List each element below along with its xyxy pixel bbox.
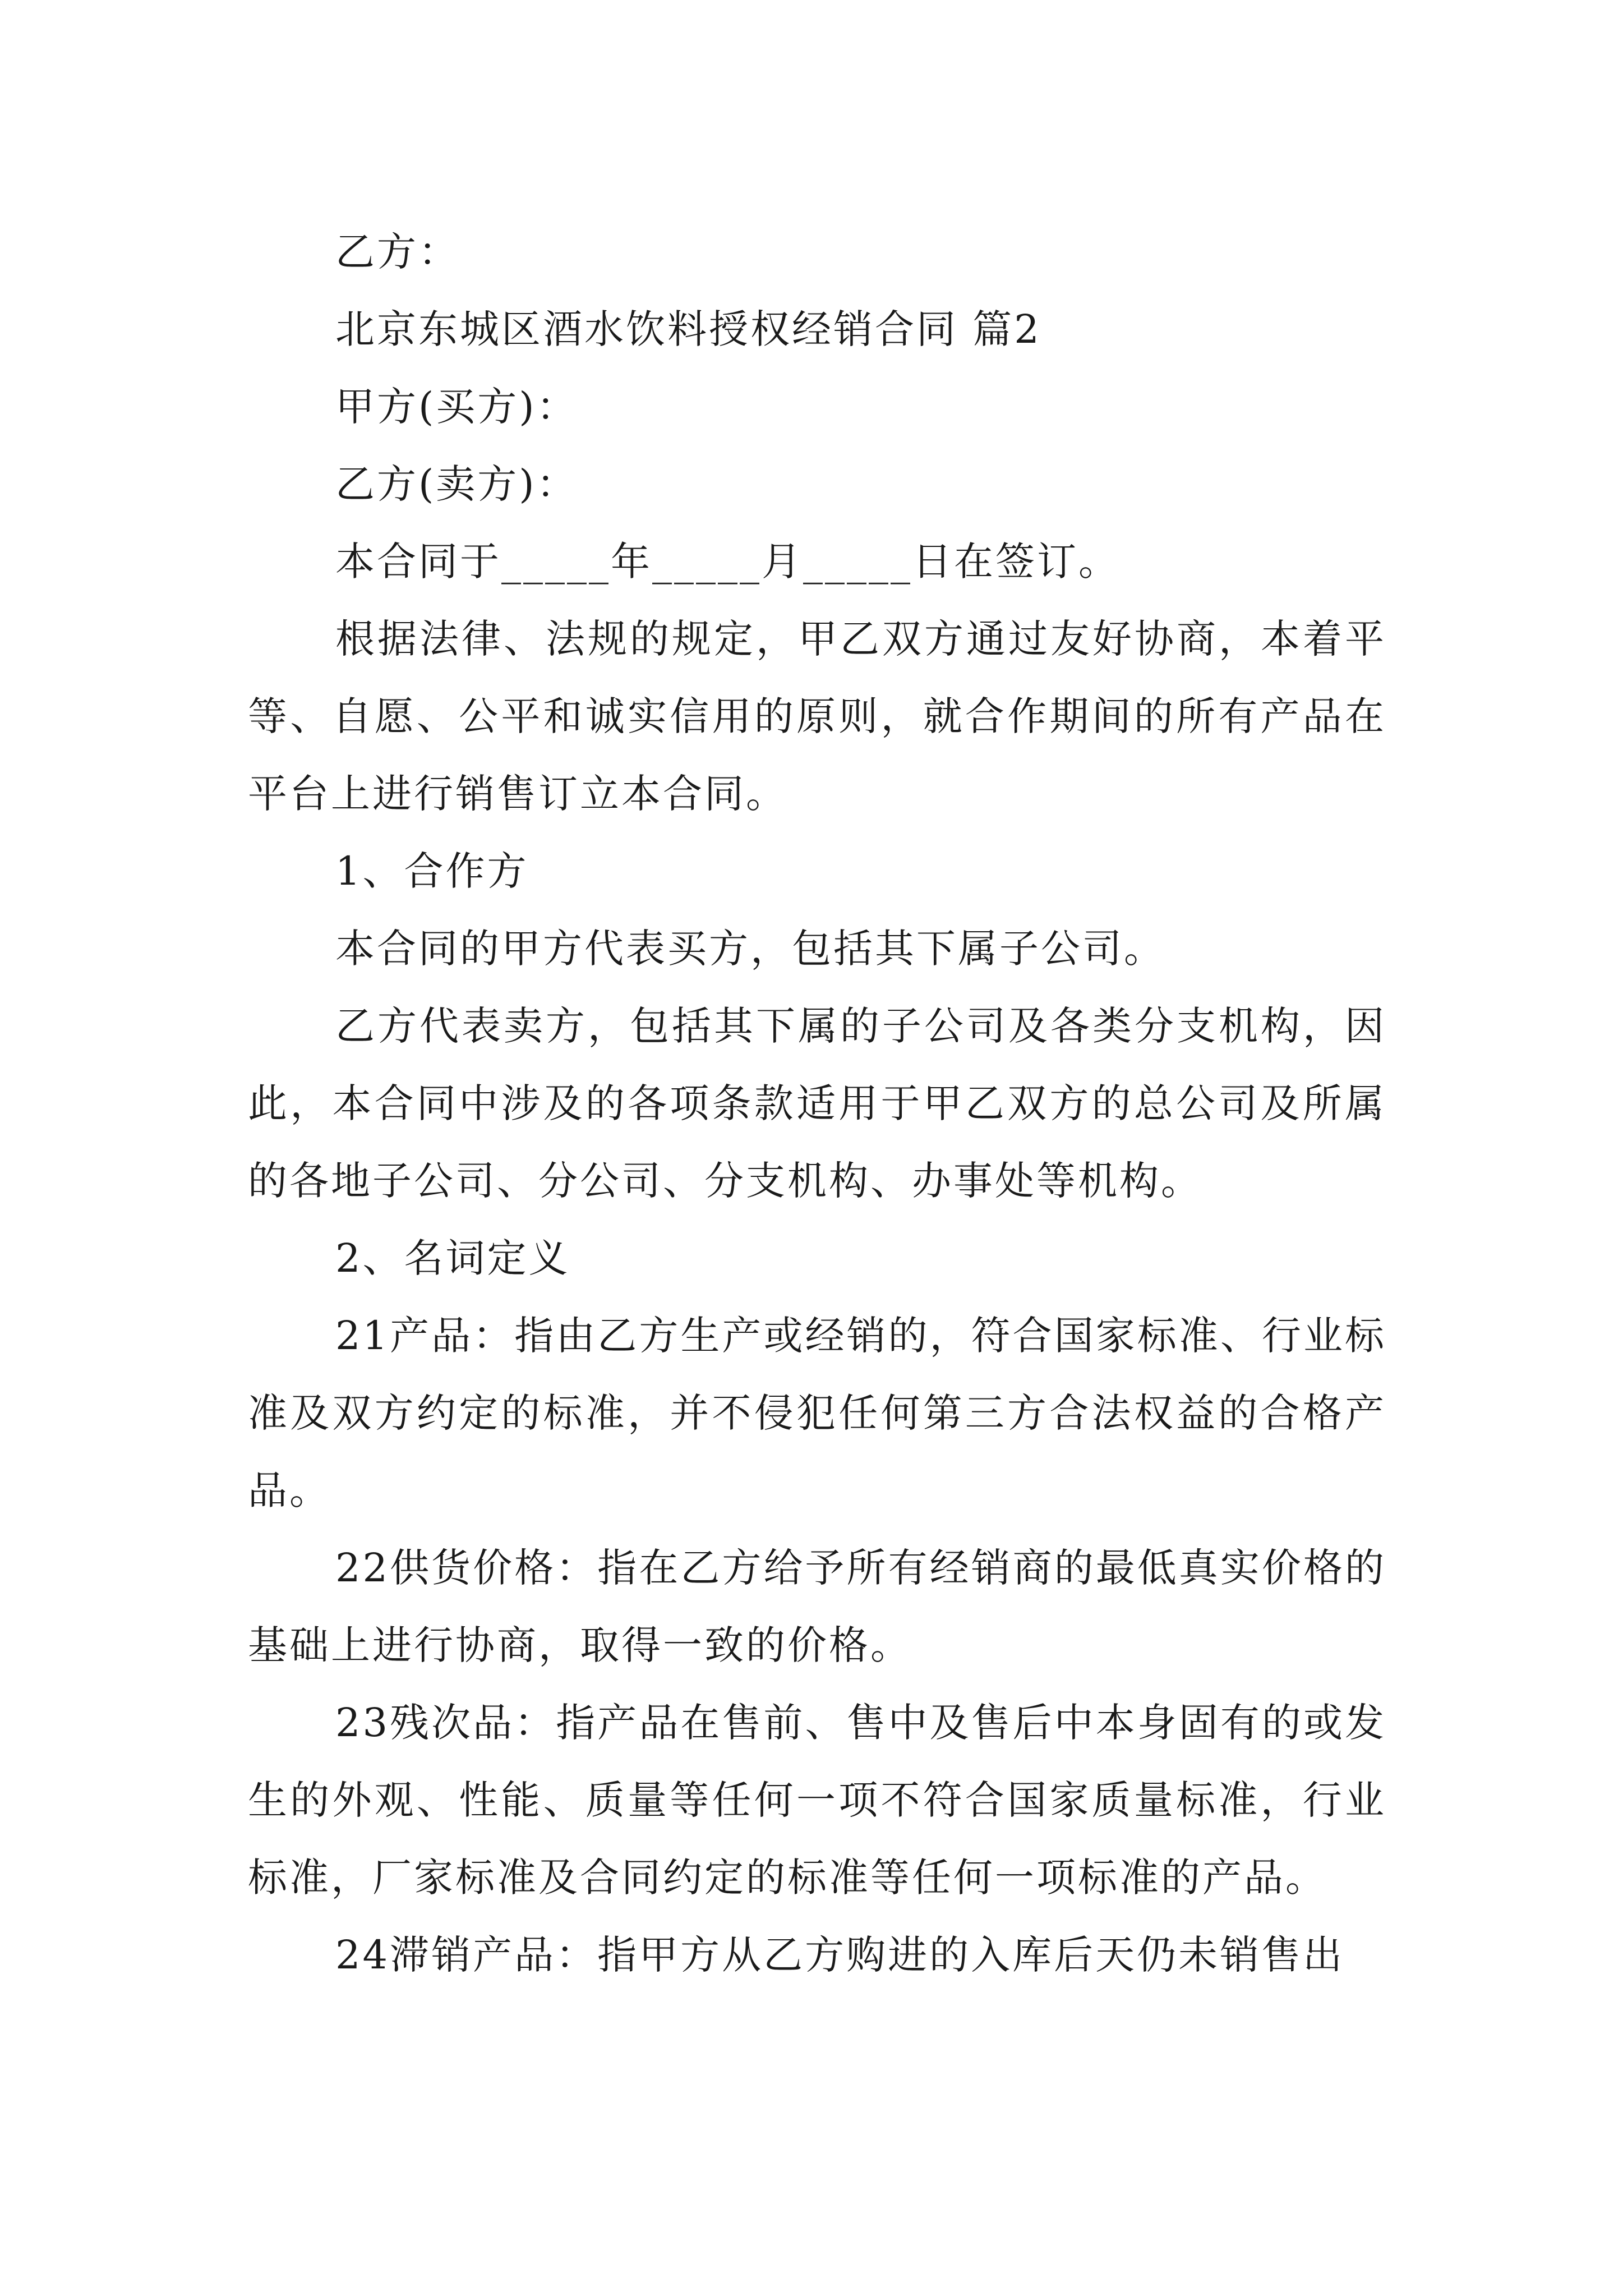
definition-defective-product: 23残次品：指产品在售前、售中及售后中本身固有的或发生的外观、性能、质量等任何一项不符合国家质量标准，行业标准，厂家标准及合同约定的标准等任何一项标准的产品。	[248, 1700, 1386, 1901]
party-a-buyer-line: 甲方(买方)：	[335, 384, 578, 430]
party-b-line: 乙方：	[335, 229, 460, 275]
signing-date-line: 本合同于_____年_____月_____日在签订。	[335, 539, 1120, 585]
definition-supply-price: 22供货价格：指在乙方给予所有经销商的最低真实价格的基础上进行协商，取得一致的价格。	[248, 1545, 1386, 1668]
party-a-definition: 本合同的甲方代表买方，包括其下属子公司。	[335, 926, 1165, 972]
section-heading-definitions: 2、名词定义	[335, 1235, 570, 1281]
party-b-seller-line: 乙方(卖方)：	[335, 461, 578, 507]
contract-title: 北京东城区酒水饮料授权经销合同 篇2	[335, 306, 1041, 352]
party-b-definition: 乙方代表卖方，包括其下属的子公司及各类分支机构，因此，本合同中涉及的各项条款适用于甲乙双方的总公司及所属的各地子公司、分公司、分支机构、办事处等机构。	[248, 1003, 1386, 1204]
preamble-paragraph: 根据法律、法规的规定，甲乙双方通过友好协商，本着平等、自愿、公平和诚实信用的原则，就合作期间的所有产品在平台上进行销售订立本合同。	[248, 616, 1386, 817]
definition-product: 21产品：指由乙方生产或经销的，符合国家标准、行业标准及双方约定的标准，并不侵犯任何第三方合法权益的合格产品。	[248, 1313, 1386, 1513]
section-heading-parties: 1、合作方	[335, 848, 529, 894]
document-body	[248, 213, 1386, 1994]
definition-slow-moving-product: 24滞销产品：指甲方从乙方购进的入库后天仍未销售出	[335, 1932, 1345, 1978]
